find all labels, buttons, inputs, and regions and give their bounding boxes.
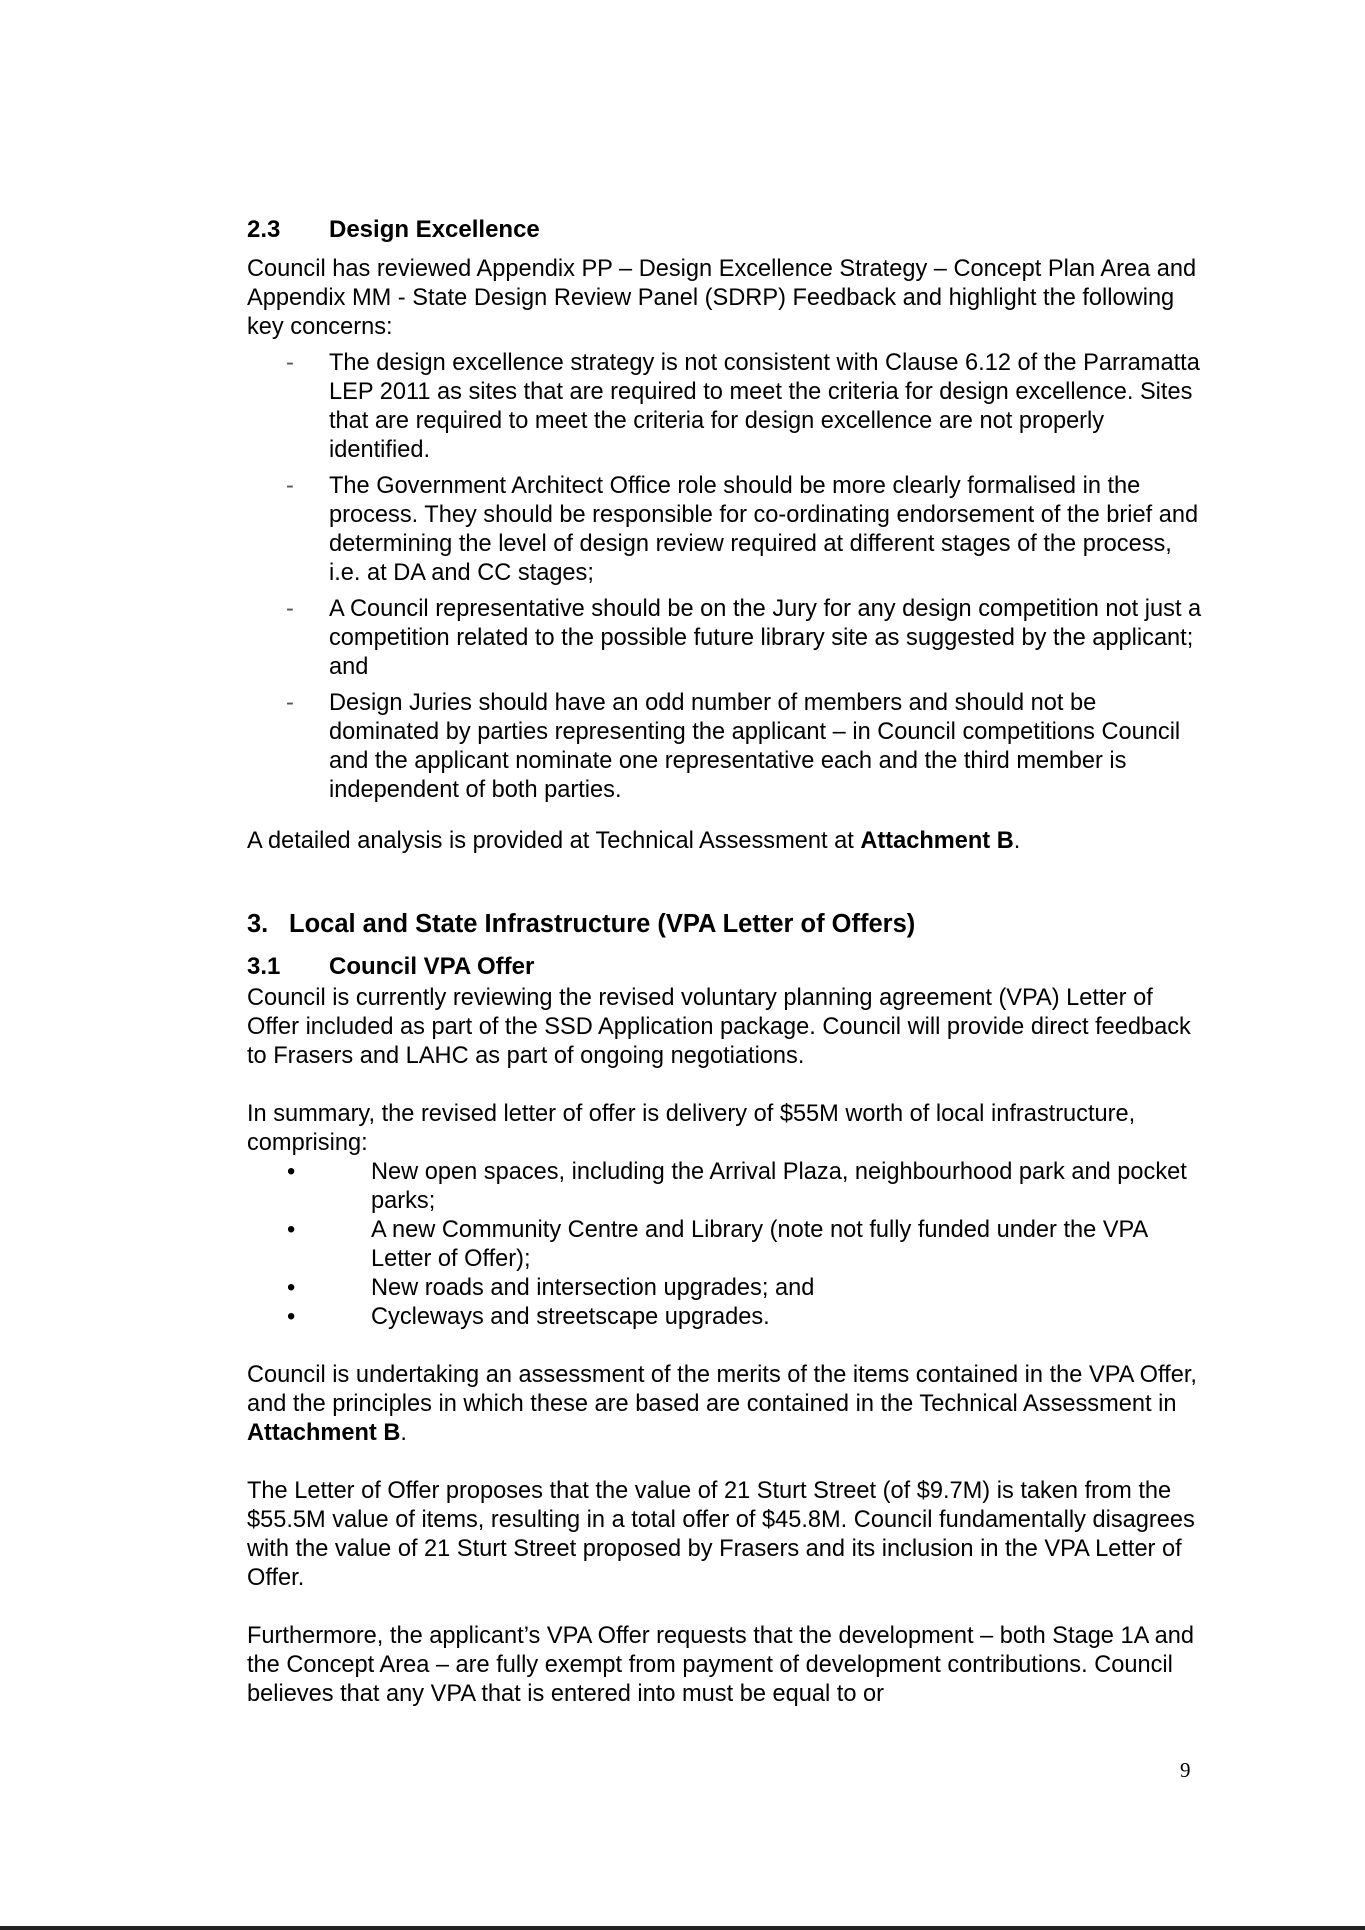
list-item	[247, 689, 1207, 805]
section-3-heading	[247, 908, 1207, 940]
dash-marker: -	[286, 473, 294, 499]
list-item-text: A Council representative should be on the Jury for any design competition not just a competition related to the possible future library site as suggested by the applicant; and	[329, 596, 1202, 680]
analysis-suffix: .	[1013, 828, 1021, 854]
section-number: 3.	[247, 910, 269, 938]
sturt-street-paragraph: The Letter of Offer proposes that the value of 21 Sturt Street (of $9.7M) is taken from the $55.5M value of items, resulting in a total offer of $45.8M. Council fundamentally disagrees with the value of 21 Sturt Street proposed by Frasers and its inclusion in the VPA Letter of Offer.	[247, 1478, 1195, 1591]
list-item-text: A new Community Centre and Library (note not fully funded under the VPA Letter of Offer);	[371, 1217, 1147, 1272]
dash-marker: -	[286, 596, 294, 622]
dash-marker: -	[286, 350, 294, 376]
section-2-3-intro: Council has reviewed Appendix PP – Design Excellence Strategy – Concept Plan Area and Appendix MM - State Design Review Panel (SDRP) Feedback and highlight the following key concerns:	[247, 256, 1197, 340]
infrastructure-list	[247, 1158, 1207, 1332]
dash-marker: -	[286, 690, 294, 716]
bullet-marker: •	[287, 1275, 296, 1301]
page-number: 9	[1180, 1758, 1191, 1782]
list-item-text: The design excellence strategy is not consistent with Clause 6.12 of the Parramatta LEP 2011 as sites that are required to meet the criteria for design excellence. Sites that are required to meet the criteria for design excellence are not properly identified.	[329, 350, 1200, 463]
assessment-text: Council is undertaking an assessment of the merits of the items contained in the VPA Offer, and the principles in which these are based are contained in the Technical Assessment in	[247, 1362, 1197, 1417]
exemption-paragraph: Furthermore, the applicant’s VPA Offer requests that the development – both Stage 1A and the Concept Area – are fully exempt from payment of development contributions. Council believes that any VPA that is entered into must be equal to or	[247, 1623, 1194, 1707]
section-number: 3.1	[247, 953, 281, 980]
design-concerns-list	[247, 349, 1207, 805]
list-item	[247, 1158, 1207, 1216]
section-title: Design Excellence	[329, 216, 540, 243]
section-title: Council VPA Offer	[329, 953, 535, 980]
list-item-text: Cycleways and streetscape upgrades.	[371, 1304, 770, 1330]
attachment-reference: Attachment B	[860, 828, 1014, 854]
document-page	[247, 215, 1207, 1709]
list-item-text: Design Juries should have an odd number of members and should not be dominated by parties representing the applicant – in Council competitions Council and the applicant nominate one representative each and the third member is independent of both parties.	[329, 690, 1181, 803]
list-item	[247, 595, 1207, 682]
list-item	[247, 472, 1207, 588]
list-item-text: New roads and intersection upgrades; and	[371, 1275, 815, 1301]
vpa-review-paragraph: Council is currently reviewing the revised voluntary planning agreement (VPA) Letter of Offer included as part of the SSD Application package. Council will provide direct feedback to Frasers and LAHC as part of ongoing negotiations.	[247, 985, 1191, 1069]
assessment-suffix: .	[400, 1420, 407, 1446]
assessment-paragraph	[247, 1361, 1207, 1448]
section-3-1-heading	[247, 952, 1207, 982]
bullet-marker: •	[287, 1217, 296, 1243]
list-item	[247, 1216, 1207, 1274]
bottom-edge-divider	[0, 1926, 1365, 1930]
bullet-marker: •	[287, 1304, 296, 1330]
section-number: 2.3	[247, 216, 281, 243]
section-title: Local and State Infrastructure (VPA Letter of Offers)	[289, 910, 916, 938]
bullet-marker: •	[287, 1159, 296, 1185]
analysis-text: A detailed analysis is provided at Technical Assessment at	[247, 828, 861, 854]
list-item	[247, 349, 1207, 465]
attachment-reference: Attachment B	[247, 1420, 401, 1446]
list-item	[247, 1274, 1207, 1303]
analysis-paragraph	[247, 827, 1207, 856]
vpa-summary-paragraph: In summary, the revised letter of offer is delivery of $55M worth of local infrastructure, comprising:	[247, 1101, 1136, 1156]
list-item-text: The Government Architect Office role should be more clearly formalised in the process. They should be responsible for co-ordinating endorsement of the brief and determining the level of design review required at different stages of the process, i.e. at DA and CC stages;	[329, 473, 1199, 586]
list-item	[247, 1303, 1207, 1332]
list-item-text: New open spaces, including the Arrival Plaza, neighbourhood park and pocket parks;	[371, 1159, 1187, 1214]
section-2-3-heading	[247, 215, 1207, 245]
